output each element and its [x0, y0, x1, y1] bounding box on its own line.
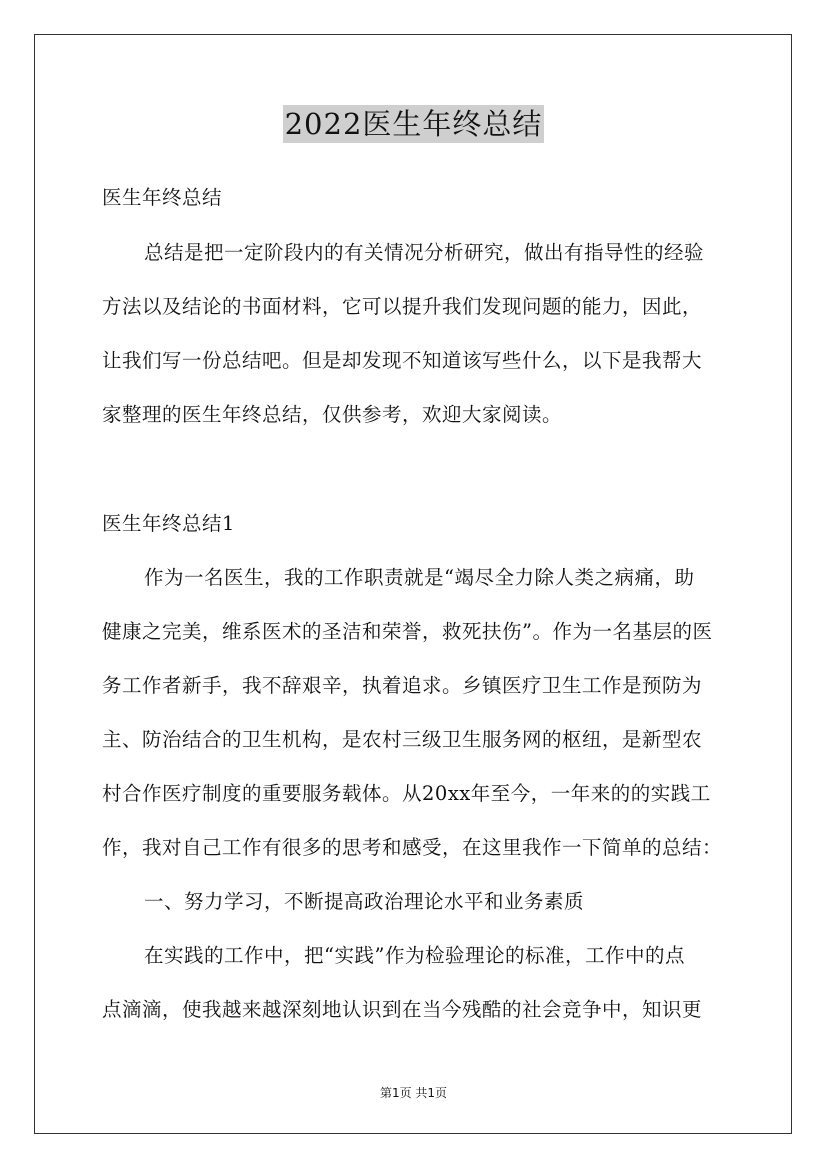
body-line: 作为一名医生，我的工作职责就是“竭尽全力除人类之病痛，助	[144, 566, 695, 589]
heading-summary: 医生年终总结	[102, 186, 223, 209]
body-line: 作，我对自己工作有很多的思考和感受，在这里我作一下简单的总结：	[102, 836, 723, 859]
intro-line: 家整理的医生年终总结，仅供参考，欢迎大家阅读。	[102, 403, 563, 426]
intro-line: 让我们写一份总结吧。但是却发现不知道该写些什么，以下是我帮大	[102, 349, 703, 372]
page-footer: 第1页 共1页	[379, 1086, 448, 1100]
body-line: 务工作者新手，我不辞艰辛，执着追求。乡镇医疗卫生工作是预防为	[102, 674, 703, 697]
body-line: 主、防治结合的卫生机构，是农村三级卫生服务网的枢纽，是新型农	[102, 728, 703, 751]
section-heading: 一、努力学习，不断提高政治理论水平和业务素质	[144, 890, 585, 913]
heading-summary-1: 医生年终总结1	[102, 512, 235, 535]
document-title: 2022医生年终总结	[284, 107, 543, 141]
document-title-wrap	[0, 102, 827, 143]
section-body-line: 点滴滴，使我越来越深刻地认识到在当今残酷的社会竞争中，知识更	[102, 998, 703, 1021]
section-body-line: 在实践的工作中，把“实践”作为检验理论的标准，工作中的点	[144, 944, 685, 967]
intro-line: 方法以及结论的书面材料，它可以提升我们发现问题的能力，因此，	[102, 295, 703, 318]
intro-line: 总结是把一定阶段内的有关情况分析研究，做出有指导性的经验	[144, 241, 705, 264]
body-line: 健康之完美，维系医术的圣洁和荣誉，救死扶伤”。作为一名基层的医	[102, 620, 713, 643]
body-line: 村合作医疗制度的重要服务载体。从20xx年至今，一年来的的实践工	[102, 782, 711, 805]
